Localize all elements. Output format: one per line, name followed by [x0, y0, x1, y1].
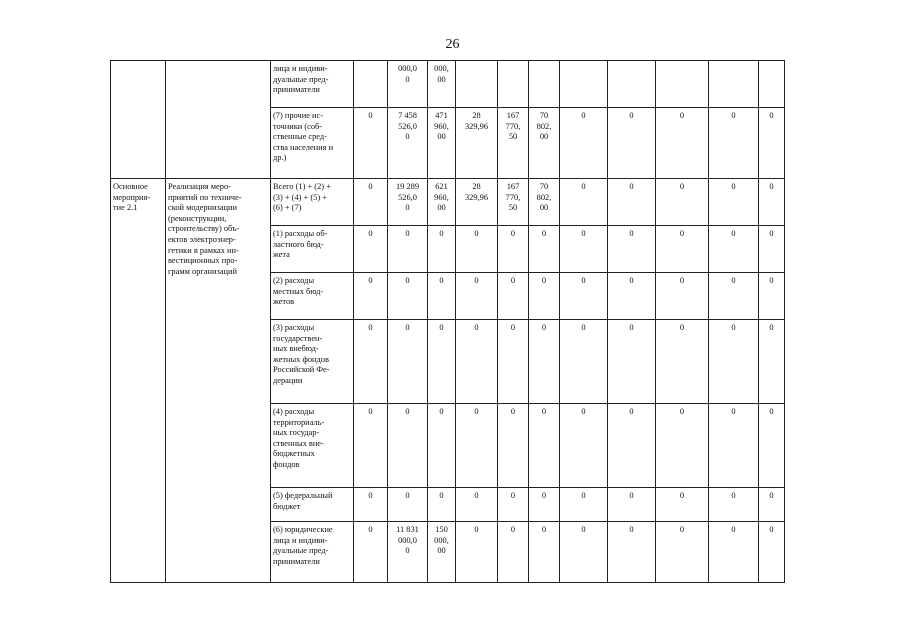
value-cell: 0: [709, 488, 759, 522]
value-cell: [529, 61, 560, 108]
value-cell: 0: [529, 522, 560, 583]
value-cell: 471 960, 00: [428, 108, 456, 179]
funding-table: [110, 60, 785, 583]
page-number: 26: [445, 37, 460, 52]
value-cell: 70 802, 00: [529, 108, 560, 179]
value-cell: 0: [656, 320, 709, 404]
value-cell: 0: [709, 226, 759, 273]
value-cell: 0: [456, 404, 498, 488]
value-cell: 7 458 526,0 0: [388, 108, 428, 179]
value-cell: 0: [388, 320, 428, 404]
value-cell: 0: [608, 179, 656, 226]
value-cell: 0: [560, 522, 608, 583]
value-cell: [759, 61, 785, 108]
value-cell: 0: [354, 404, 388, 488]
value-cell: 0: [354, 488, 388, 522]
value-cell: 0: [709, 273, 759, 320]
value-cell: [709, 61, 759, 108]
value-cell: 0: [709, 320, 759, 404]
value-cell: 0: [759, 488, 785, 522]
value-cell: 0: [759, 320, 785, 404]
value-cell: 0: [456, 522, 498, 583]
value-cell: 0: [656, 488, 709, 522]
value-cell: 0: [354, 108, 388, 179]
value-cell: 0: [608, 404, 656, 488]
value-cell: 0: [529, 488, 560, 522]
value-cell: 0: [388, 488, 428, 522]
value-cell: 0: [456, 320, 498, 404]
value-cell: 0: [498, 320, 529, 404]
funding-source-cell: (7) прочие ис- точники (соб- ственные сред- ства населения и др.): [271, 108, 354, 179]
value-cell: 0: [656, 522, 709, 583]
value-cell: 0: [428, 226, 456, 273]
value-cell: 621 960, 00: [428, 179, 456, 226]
value-cell: 000, 00: [428, 61, 456, 108]
funding-source-cell: (5) федеральный бюджет: [271, 488, 354, 522]
value-cell: 0: [759, 404, 785, 488]
value-cell: 0: [354, 522, 388, 583]
value-cell: 167 770, 50: [498, 179, 529, 226]
funding-source-cell: (3) расходы государствен- ных внебюд- жетных фондов Российской Фе- дерации: [271, 320, 354, 404]
value-cell: 0: [529, 320, 560, 404]
value-cell: 0: [656, 179, 709, 226]
value-cell: 0: [759, 226, 785, 273]
value-cell: 0: [709, 108, 759, 179]
value-cell: 0: [498, 522, 529, 583]
value-cell: 0: [709, 522, 759, 583]
value-cell: 0: [354, 320, 388, 404]
value-cell: [656, 61, 709, 108]
value-cell: 0: [560, 488, 608, 522]
funding-source-cell: Всего (1) + (2) + (3) + (4) + (5) + (6) + (7): [271, 179, 354, 226]
value-cell: 0: [456, 226, 498, 273]
value-cell: 0: [608, 320, 656, 404]
value-cell: 0: [759, 273, 785, 320]
value-cell: 70 802, 00: [529, 179, 560, 226]
value-cell: 000,0 0: [388, 61, 428, 108]
value-cell: 0: [498, 273, 529, 320]
value-cell: 0: [560, 320, 608, 404]
value-cell: [560, 61, 608, 108]
value-cell: 11 831 000,0 0: [388, 522, 428, 583]
funding-source-cell: лица и индиви- дуальные пред- приниматели: [271, 61, 354, 108]
value-cell: 0: [498, 488, 529, 522]
activity-name-cell: Реализация меро- приятий по техниче- ской модернизации (реконструкции, строительству) объ- ектов электроэнер- гетики в рамках ин- вестиционных про- грамм организаций: [166, 179, 271, 583]
value-cell: 0: [428, 320, 456, 404]
activity-label-cell: Основное мероприя- тие 2.1: [111, 179, 166, 583]
value-cell: 0: [608, 108, 656, 179]
value-cell: 0: [456, 273, 498, 320]
value-cell: 0: [354, 273, 388, 320]
value-cell: 0: [560, 179, 608, 226]
value-cell: 0: [529, 273, 560, 320]
table-row: [111, 61, 785, 108]
value-cell: 0: [529, 404, 560, 488]
value-cell: 0: [608, 522, 656, 583]
value-cell: 0: [560, 108, 608, 179]
value-cell: 0: [388, 273, 428, 320]
value-cell: 0: [428, 488, 456, 522]
value-cell: 150 000, 00: [428, 522, 456, 583]
value-cell: 0: [759, 179, 785, 226]
funding-source-cell: (6) юридические лица и индиви- дуальные пред- приниматели: [271, 522, 354, 583]
table-row: [111, 179, 785, 226]
value-cell: 0: [709, 404, 759, 488]
value-cell: 0: [456, 488, 498, 522]
value-cell: 19 289 526,0 0: [388, 179, 428, 226]
value-cell: [456, 61, 498, 108]
value-cell: 0: [709, 179, 759, 226]
table-body: [111, 61, 785, 583]
value-cell: 28 329,96: [456, 179, 498, 226]
value-cell: 0: [608, 488, 656, 522]
funding-source-cell: (2) расходы местных бюд- жетов: [271, 273, 354, 320]
value-cell: 0: [608, 273, 656, 320]
value-cell: 0: [656, 226, 709, 273]
value-cell: 0: [560, 273, 608, 320]
value-cell: 0: [560, 226, 608, 273]
value-cell: 28 329,96: [456, 108, 498, 179]
value-cell: 0: [529, 226, 560, 273]
value-cell: [498, 61, 529, 108]
value-cell: 0: [354, 226, 388, 273]
value-cell: 0: [388, 226, 428, 273]
activity-label-cell: [111, 61, 166, 179]
value-cell: 0: [656, 273, 709, 320]
value-cell: 0: [656, 108, 709, 179]
value-cell: [354, 61, 388, 108]
value-cell: 0: [428, 404, 456, 488]
funding-source-cell: (4) расходы территориаль- ных государ- ственных вне- бюджетных фондов: [271, 404, 354, 488]
value-cell: 0: [759, 108, 785, 179]
value-cell: [608, 61, 656, 108]
value-cell: 0: [354, 179, 388, 226]
value-cell: 167 770, 50: [498, 108, 529, 179]
value-cell: 0: [388, 404, 428, 488]
value-cell: 0: [498, 404, 529, 488]
value-cell: 0: [656, 404, 709, 488]
value-cell: 0: [759, 522, 785, 583]
activity-name-cell: [166, 61, 271, 179]
value-cell: 0: [498, 226, 529, 273]
funding-source-cell: (1) расходы об- ластного бюд- жета: [271, 226, 354, 273]
value-cell: 0: [608, 226, 656, 273]
value-cell: 0: [560, 404, 608, 488]
value-cell: 0: [428, 273, 456, 320]
